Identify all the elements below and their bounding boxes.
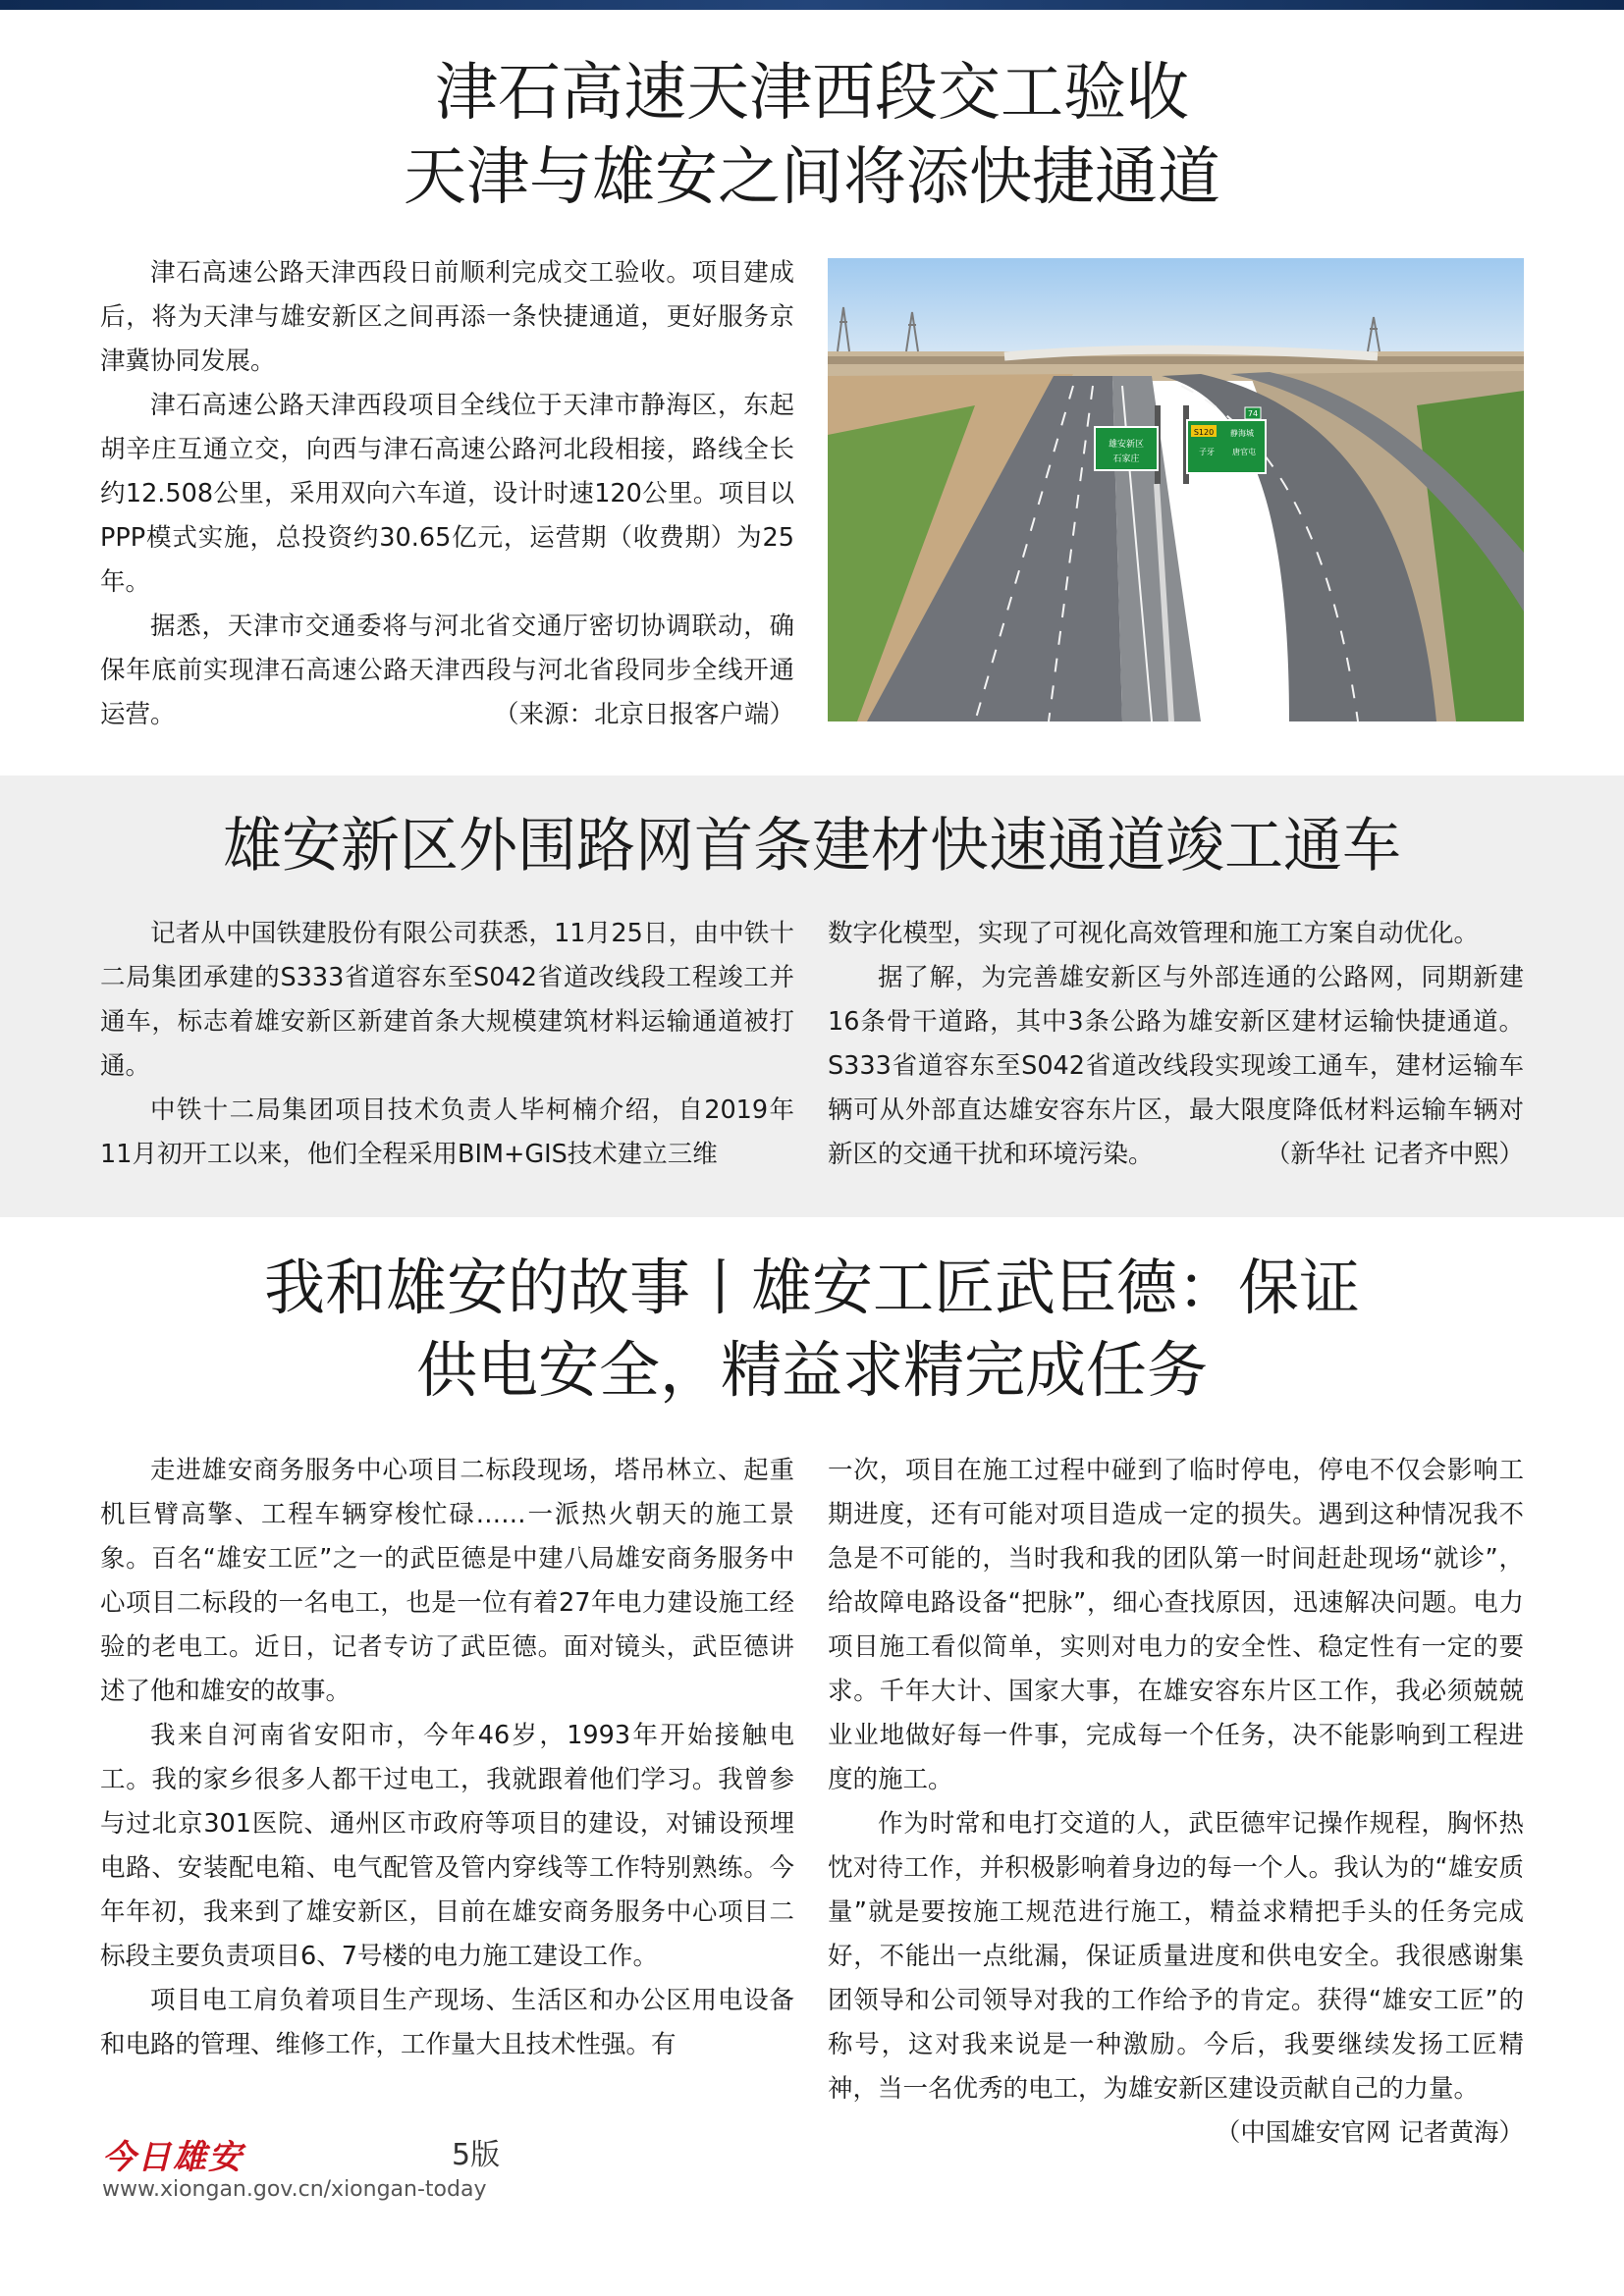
sign-right-line2: 子牙 xyxy=(1199,448,1215,456)
article1-paragraph: 津石高速公路天津西段项目全线位于天津市静海区，东起胡辛庄互通立交，向西与津石高速公路河北段相接，路线全长约12.508公里，采用双向六车道，设计时速120公里。项目以PPP模式实施，总投资约30.65亿元，运营期（收费期）为25年。 xyxy=(100,391,794,597)
footer-url[interactable]: www.xiongan.gov.cn/xiongan-today xyxy=(102,2177,487,2202)
sign-right-line1: 静海城 xyxy=(1230,429,1254,438)
article2-left-column xyxy=(100,912,794,1177)
article3-paragraph-text: 作为时常和电打交道的人，武臣德牢记操作规程，胸怀热忱对待工作，并积极影响着身边的每一个人。我认为的“雄安质量”就是要按施工规范进行施工，精益求精把手头的任务完成好，不能出一点纰漏，保证质量进度和供电安全。我很感谢集团领导和公司领导对我的工作给予的肯定。获得“雄安工匠”的称号，这对我来说是一种激励。今后，我要继续发扬工匠精神，当一名优秀的电工，为雄安新区建设贡献自己的力量。 xyxy=(828,1809,1524,2104)
article2-paragraph xyxy=(828,956,1524,1177)
article2-paragraph-text: 据了解，为完善雄安新区与外部连通的公路网，同期新建16条骨干道路，其中3条公路为雄安新区建材运输快捷通道。S333省道容东至S042省道改线段实现竣工通车，建材运输车辆可从外部直达雄安容东片区，最大限度降低材料运输车辆对新区的交通干扰和环境污染。 xyxy=(828,963,1524,1169)
sign-left-line1: 雄安新区 xyxy=(1108,440,1145,450)
article1-source: （来源：北京日报客户端） xyxy=(493,700,794,729)
article1-title xyxy=(0,51,1624,220)
article2-paragraph: 中铁十二局集团项目技术负责人毕柯楠介绍，自2019年11月初开工以来，他们全程采用BIM+GIS技术建立三维 xyxy=(100,1095,794,1169)
article2-title: 雄安新区外围路网首条建材快速通道竣工通车 xyxy=(223,812,1401,881)
article3-paragraph: 走进雄安商务服务中心项目二标段现场，塔吊林立、起重机巨臂高擎、工程车辆穿梭忙碌……一派热火朝天的施工景象。百名“雄安工匠”之一的武臣德是中建八局雄安商务服务中心项目二标段的一名电工，也是一位有着27年电力建设施工经验的老电工。近日，记者专访了武臣德。面对镜头，武臣德讲述了他和雄安的故事。 xyxy=(100,1456,794,1706)
article2-paragraph: 记者从中国铁建股份有限公司获悉，11月25日，由中铁十二局集团承建的S333省道容东至S042省道改线段工程竣工并通车，标志着雄安新区新建首条大规模建筑材料运输通道被打通。 xyxy=(100,919,794,1081)
top-bar xyxy=(0,0,1624,10)
highway-interchange-photo xyxy=(828,258,1524,721)
article1-paragraph: 津石高速公路天津西段日前顺利完成交工验收。项目建成后，将为天津与雄安新区之间再添一条快捷通道，更好服务京津冀协同发展。 xyxy=(100,258,794,376)
article3-title-line1: 我和雄安的故事丨雄安工匠武臣德：保证 xyxy=(263,1252,1360,1323)
page-number: 5版 xyxy=(452,2138,501,2172)
article3-title xyxy=(0,1247,1624,1412)
article1-paragraph-text: 据悉，天津市交通委将与河北省交通厅密切协调联动，确保年底前实现津石高速公路天津西段与河北省段同步全线开通运营。 xyxy=(100,612,794,729)
article3-left-column xyxy=(100,1449,794,2067)
sign-left-line2: 石家庄 xyxy=(1112,454,1140,464)
sign-shield: 74 xyxy=(1247,409,1259,418)
article3-source: （中国雄安官网 记者黄海） xyxy=(1215,2118,1524,2148)
article3-right-column xyxy=(828,1449,1524,2156)
article1-body xyxy=(100,251,794,737)
sign-right-line3: 唐官屯 xyxy=(1232,448,1256,456)
article2-paragraph: 数字化模型，实现了可视化高效管理和施工方案自动优化。 xyxy=(828,919,1480,948)
article2-source: （新华社 记者齐中熙） xyxy=(1265,1140,1524,1169)
article3-title-line2: 供电安全，精益求精完成任务 xyxy=(415,1334,1208,1406)
article1-paragraph xyxy=(100,605,794,737)
article3-paragraph: 项目电工肩负着项目生产现场、生活区和办公区用电设备和电路的管理、维修工作，工作量大且技术性强。有 xyxy=(100,1986,794,2059)
newspaper-logo: 今日雄安 xyxy=(102,2138,244,2177)
article3-paragraph: 我来自河南省安阳市，今年46岁，1993年开始接触电工。我的家乡很多人都干过电工，我就跟着他们学习。我曾参与过北京301医院、通州区市政府等项目的建设，对铺设预埋电路、安装配电箱、电气配管及管内穿线等工作特别熟练。今年年初，我来到了雄安新区，目前在雄安商务服务中心项目二标段主要负责项目6、7号楼的电力施工建设工作。 xyxy=(100,1721,794,1971)
article2-right-column xyxy=(828,912,1524,1177)
sign-right-route: S120 xyxy=(1193,428,1215,437)
article3-paragraph: 一次，项目在施工过程中碰到了临时停电，停电不仅会影响工期进度，还有可能对项目造成一定的损失。遇到这种情况我不急是不可能的，当时我和我的团队第一时间赶赴现场“就诊”，给故障电路设备“把脉”，细心查找原因，迅速解决问题。电力项目施工看似简单，实则对电力的安全性、稳定性有一定的要求。千年大计、国家大事，在雄安容东片区工作，我必须兢兢业业地做好每一件事，完成每一个任务，决不能影响到工程进度的施工。 xyxy=(828,1456,1524,1794)
article1-title-line2: 天津与雄安之间将添快捷通道 xyxy=(404,141,1220,214)
article3-paragraph xyxy=(828,1802,1524,2148)
article1-title-line1: 津石高速天津西段交工验收 xyxy=(435,57,1189,130)
